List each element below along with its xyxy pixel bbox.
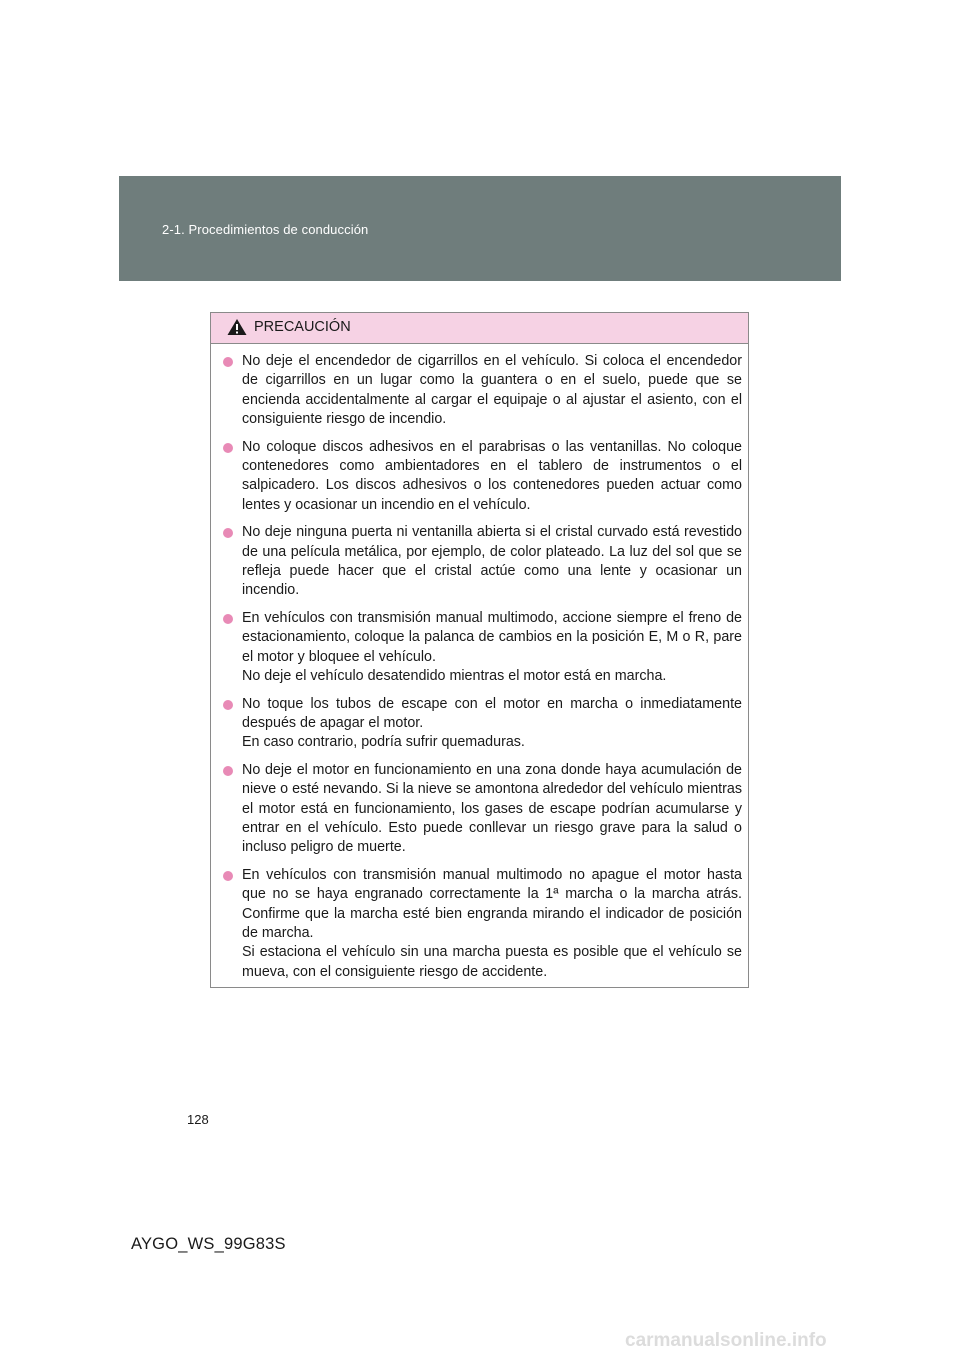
bullet-dot-icon	[223, 528, 233, 538]
caution-item	[223, 352, 742, 430]
caution-item-text: En caso contrario, podría sufrir quemaduras.	[242, 734, 525, 751]
caution-item-text: No toque los tubos de escape con el motor en marcha o inmediatamente después de apagar el motor.	[242, 695, 742, 731]
caution-item-text: No deje el encendedor de cigarrillos en el vehículo. Si coloca el encendedor de cigarrillos en un lugar como la guantera o en el suelo, puede que se encienda accidentalmente al cargar el equipaje o al ajustar el asiento, con el consiguiente riesgo de incendio.	[242, 353, 742, 428]
caution-item	[223, 866, 742, 982]
bullet-dot-icon	[223, 357, 233, 367]
bullet-dot-icon	[223, 700, 233, 710]
page-number: 128	[187, 1112, 209, 1127]
caution-item-text: No deje ninguna puerta ni ventanilla abierta si el cristal curvado está revestido de una película metálica, por ejemplo, de color plateado. La luz del sol que se refleja puede hacer que el cristal actúe como una lente y ocasionar un incendio.	[242, 524, 742, 599]
caution-item-text: No coloque discos adhesivos en el parabrisas o las ventanillas. No coloque contenedores como ambientadores en el tablero de instrumentos o el salpicadero. Los discos adhesivos o los contenedores pueden actuar como lentes y ocasionar un incendio en el vehículo.	[242, 438, 742, 513]
bullet-dot-icon	[223, 766, 233, 776]
section-header-band	[119, 176, 841, 281]
section-title: 2-1. Procedimientos de conducción	[162, 222, 369, 237]
caution-item-text: En vehículos con transmisión manual multimodo no apague el motor hasta que no se haya engranado correctamente la 1ª marcha o la marcha atrás. Confirme que la marcha esté bien engranda mirando el indicador de posición de marcha.	[242, 866, 742, 941]
bullet-dot-icon	[223, 443, 233, 453]
caution-title: PRECAUCIÓN	[254, 319, 351, 335]
bullet-dot-icon	[223, 871, 233, 881]
caution-item-text: Si estaciona el vehículo sin una marcha puesta es posible que el vehículo se mueva, con el consiguiente riesgo de accidente.	[242, 944, 742, 980]
document-code: AYGO_WS_99G83S	[131, 1235, 286, 1253]
caution-box	[210, 312, 749, 988]
bullet-dot-icon	[223, 614, 233, 624]
caution-item-text: No deje el motor en funcionamiento en una zona donde haya acumulación de nieve o esté nevando. Si la nieve se amontona alrededor del vehículo mientras el motor está en funcionamiento, los gases de escape podrían acumularse y entrar en el vehículo. Esto puede conllevar un riesgo grave para la salud o incluso peligro de muerte.	[242, 761, 742, 856]
caution-item-text: En vehículos con transmisión manual multimodo, accione siempre el freno de estacionamiento, coloque la palanca de cambios en la posición E, M o R, pare el motor y bloquee el vehículo.	[242, 609, 742, 665]
caution-item	[223, 695, 742, 753]
caution-header	[211, 313, 748, 344]
warning-triangle-icon	[227, 318, 247, 336]
caution-item	[223, 609, 742, 687]
caution-list	[211, 344, 748, 982]
caution-item	[223, 761, 742, 858]
caution-item-text: No deje el vehículo desatendido mientras el motor está en marcha.	[242, 668, 667, 685]
watermark: carmanualsonline.info	[625, 1330, 827, 1351]
caution-item	[223, 523, 742, 601]
caution-item	[223, 438, 742, 516]
